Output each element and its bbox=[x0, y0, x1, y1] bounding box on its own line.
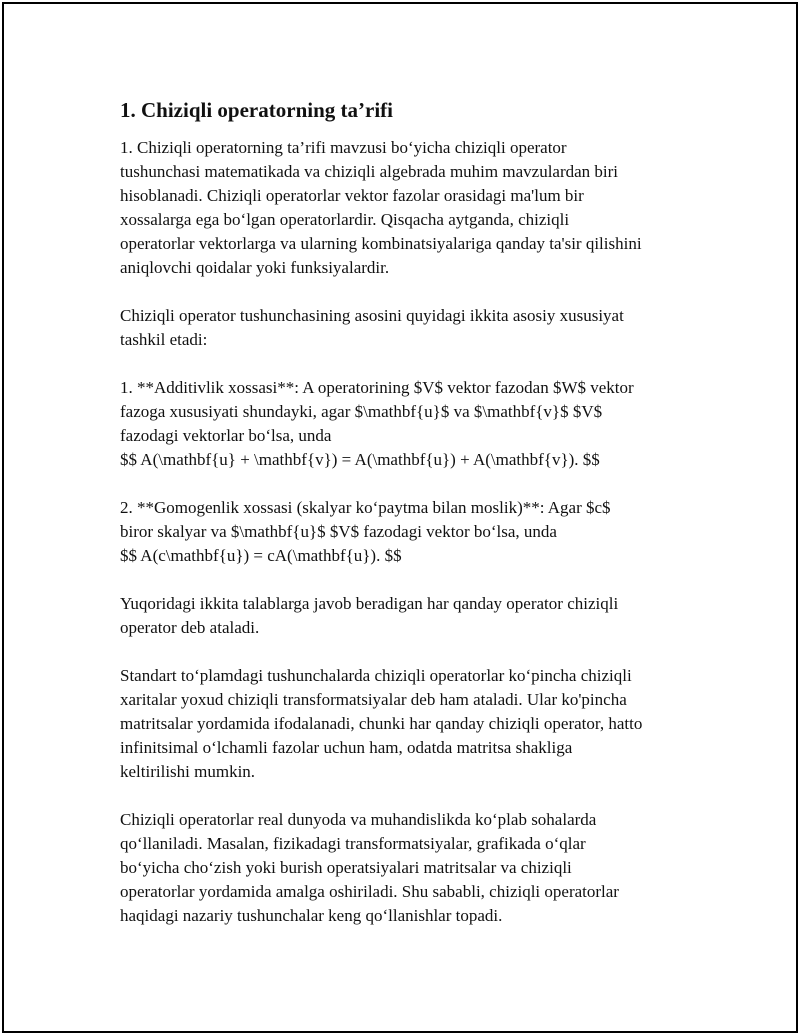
paragraph-definition: Yuqoridagi ikkita talablarga javob beradigan har qanday operator chiziqli operator deb ataladi. bbox=[120, 594, 619, 637]
paragraph-intro: 1. Chiziqli operatorning ta’rifi mavzusi bo‘yicha chiziqli operator tushunchasi matematikada va chiziqli algebrada muhim mavzulardan biri hisoblanadi. Chiziqli operatorlar vektor fazolar orasidagi ma'lum bir xossalarga ega bo‘lgan operatorlardir. Qisqacha aytganda, chiziqli operatorlar vektorlarga va ularning kombinatsiyalariga qanday ta'sir qilishini aniqlovchi qoidalar yoki funksiyalardir. bbox=[120, 138, 642, 277]
paragraph-properties-lead: Chiziqli operator tushunchasining asosini quyidagi ikkita asosiy xususiyat tashkil etadi: bbox=[120, 306, 624, 349]
document-body bbox=[120, 96, 700, 952]
paragraph-matrices: Standart to‘plamdagi tushunchalarda chiziqli operatorlar ko‘pincha chiziqli xaritalar yoxud chiziqli transformatsiyalar deb ham ataladi. Ular ko'pincha matritsalar yordamida ifodalanadi, chunki har qanday chiziqli operator, hatto infinitsimal o‘lchamli fazolar uchun ham, odatda matritsa shakliga keltirilishi mumkin. bbox=[120, 666, 643, 781]
page-title: 1. Chiziqli operatorning ta’rifi bbox=[120, 98, 393, 122]
paragraph-applications: Chiziqli operatorlar real dunyoda va muhandislikda ko‘plab sohalarda qo‘llaniladi. Masalan, fizikadagi transformatsiyalar, grafikada o‘qlar bo‘yicha cho‘zish yoki burish operatsiyalari matritsalar va chiziqli operatorlar yordamida amalga oshiriladi. Shu sababli, chiziqli operatorlar haqidagi nazariy tushunchalar keng qo‘llanishlar topadi. bbox=[120, 810, 619, 925]
paragraph-additivity: 1. **Additivlik xossasi**: A operatorining $V$ vektor fazodan $W$ vektor fazoga xususiyati shundayki, agar $\mathbf{u}$ va $\mathbf{v}$ $V$ fazodagi vektorlar bo‘lsa, unda $$ A(\mathbf{u} + \mathbf{v}) = A(\mathbf{u}) + A(\mathbf{v}). $$ bbox=[120, 378, 634, 469]
document-page bbox=[2, 2, 798, 1033]
paragraph-homogeneity: 2. **Gomogenlik xossasi (skalyar ko‘paytma bilan moslik)**: Agar $c$ biror skalyar va $\mathbf{u}$ $V$ fazodagi vektor bo‘lsa, unda $$ A(c\mathbf{u}) = cA(\mathbf{u}). $$ bbox=[120, 498, 611, 565]
